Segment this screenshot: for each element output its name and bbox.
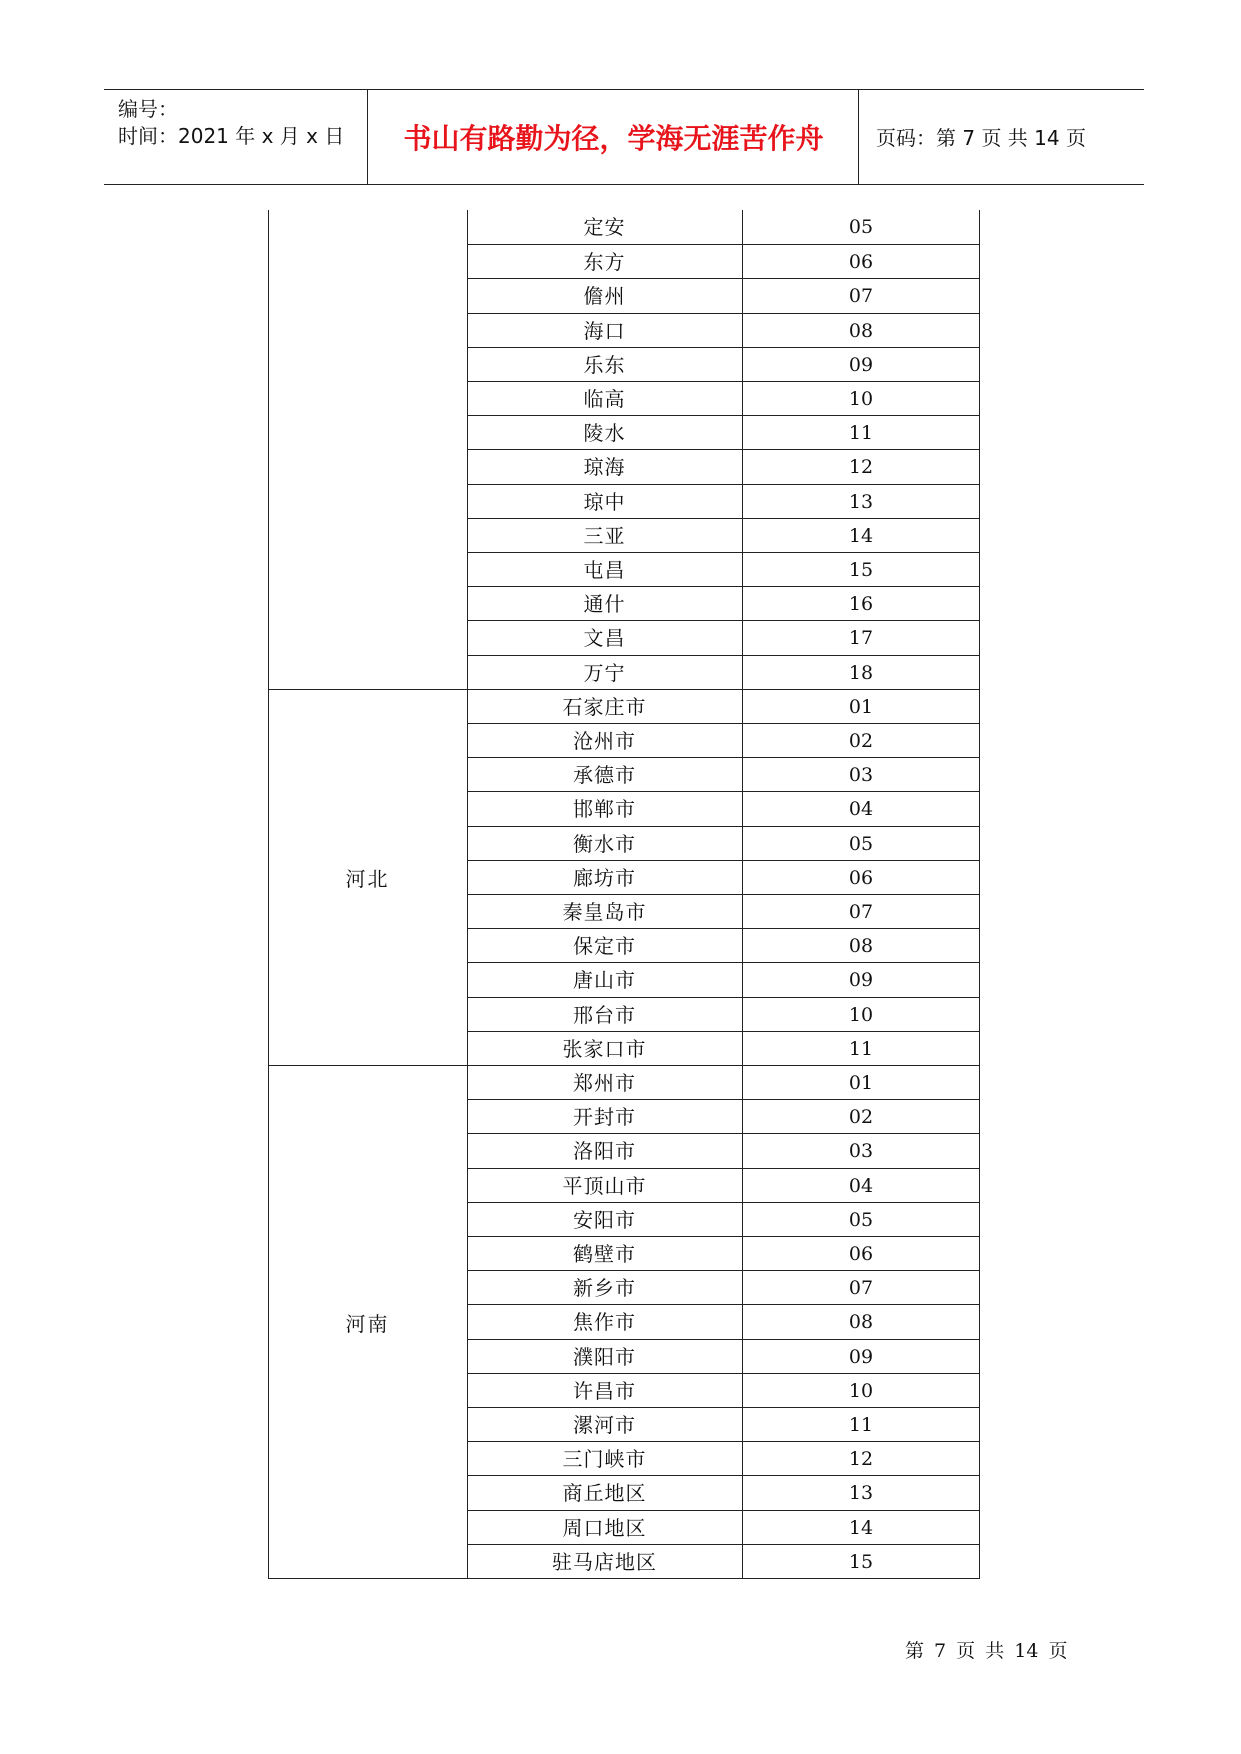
table-row (467, 860, 980, 894)
city-code-cell: 15 (848, 559, 874, 581)
city-name-cell: 许昌市 (573, 1378, 636, 1403)
city-name-cell: 沧州市 (573, 729, 636, 753)
table-row (467, 313, 980, 347)
city-name-cell: 郑州市 (573, 1071, 636, 1095)
table-row (467, 586, 980, 620)
table-row (467, 415, 980, 449)
city-code-cell: 08 (848, 935, 874, 958)
table-row (467, 1270, 980, 1304)
region-code-table (268, 210, 980, 1579)
document-number-label: 编号： (118, 97, 178, 121)
table-row (467, 928, 980, 962)
table-row (467, 210, 980, 244)
city-name-cell: 濮阳市 (573, 1344, 636, 1369)
city-code-cell: 10 (848, 388, 874, 410)
province-name-cell: 河北 (345, 866, 390, 891)
city-code-cell: 09 (848, 353, 874, 376)
header-divider (858, 90, 859, 184)
city-code-cell: 01 (848, 1072, 874, 1094)
city-name-cell: 驻马店地区 (552, 1549, 657, 1574)
city-code-cell: 10 (848, 1379, 874, 1402)
header-divider (367, 90, 368, 184)
city-code-cell: 04 (848, 798, 874, 821)
table-row (467, 962, 980, 996)
table-row (467, 1544, 980, 1578)
city-name-cell: 临高 (583, 387, 626, 411)
table-row (467, 1407, 980, 1441)
city-name-cell: 万宁 (583, 660, 626, 685)
city-name-cell: 衡水市 (573, 831, 636, 856)
province-separator (268, 689, 467, 690)
table-row (467, 1031, 980, 1065)
city-name-cell: 开封市 (573, 1105, 636, 1130)
table-row (467, 655, 980, 689)
city-name-cell: 通什 (583, 592, 626, 617)
city-code-cell: 12 (848, 1448, 874, 1471)
city-code-cell: 15 (848, 1550, 874, 1573)
document-time-label: 时间：2021 年 x 月 x 日 (118, 124, 345, 148)
city-code-cell: 14 (848, 1516, 874, 1539)
city-name-cell: 保定市 (573, 934, 636, 959)
header-page-code: 页码：第 7 页 共 14 页 (876, 126, 1086, 150)
table-row (467, 1510, 980, 1544)
table-row (467, 723, 980, 757)
city-code-cell: 18 (848, 661, 874, 684)
city-code-cell: 10 (848, 1003, 874, 1026)
city-code-cell: 17 (848, 627, 874, 650)
table-row (467, 552, 980, 586)
city-code-cell: 03 (848, 1140, 874, 1163)
table-row (467, 347, 980, 381)
city-code-cell: 13 (848, 1482, 874, 1505)
city-code-cell: 11 (848, 1414, 874, 1436)
city-code-cell: 06 (848, 1243, 874, 1265)
city-name-cell: 三门峡市 (562, 1447, 647, 1472)
city-code-cell: 05 (848, 216, 874, 238)
city-code-cell: 12 (848, 456, 874, 479)
city-name-cell: 三亚 (583, 523, 626, 548)
header-motto: 书山有路勤为径，学海无涯苦作舟 (403, 122, 824, 155)
city-code-cell: 09 (848, 1345, 874, 1368)
city-name-cell: 新乡市 (573, 1276, 636, 1301)
city-name-cell: 邢台市 (573, 1002, 636, 1027)
city-code-cell: 11 (848, 1037, 874, 1060)
page-footer: 第 7 页 共 14 页 (905, 1640, 1068, 1662)
table-row (467, 381, 980, 415)
city-name-cell: 乐东 (583, 352, 626, 377)
city-code-cell: 05 (848, 1208, 874, 1231)
city-name-cell: 邯郸市 (573, 797, 636, 822)
page-header (104, 89, 1144, 185)
table-row (467, 278, 980, 312)
city-code-cell: 09 (848, 969, 874, 992)
city-code-cell: 08 (848, 1311, 874, 1334)
city-name-cell: 廊坊市 (573, 865, 636, 890)
city-name-cell: 海口 (583, 318, 626, 343)
city-name-cell: 东方 (583, 250, 626, 275)
city-name-cell: 承德市 (573, 763, 636, 788)
table-row (467, 1373, 980, 1407)
city-code-cell: 06 (848, 866, 874, 889)
city-code-cell: 03 (848, 764, 874, 787)
table-row (467, 997, 980, 1031)
city-name-cell: 琼中 (583, 489, 626, 514)
city-code-cell: 01 (848, 695, 874, 718)
city-name-cell: 周口地区 (562, 1515, 647, 1540)
table-row (467, 791, 980, 825)
city-code-cell: 07 (848, 1277, 874, 1300)
table-row (467, 1099, 980, 1133)
city-code-cell: 05 (848, 832, 874, 855)
table-row (467, 1475, 980, 1509)
city-code-cell: 14 (848, 524, 874, 547)
city-name-cell: 秦皇岛市 (562, 900, 647, 924)
city-code-cell: 07 (848, 285, 874, 308)
city-name-cell: 石家庄市 (562, 694, 647, 719)
table-row (467, 620, 980, 654)
table-row (467, 689, 980, 723)
table-row (467, 826, 980, 860)
city-code-cell: 11 (848, 422, 874, 445)
table-row (467, 1236, 980, 1270)
table-row (467, 1339, 980, 1373)
table-row (467, 1065, 980, 1099)
table-row (467, 1441, 980, 1475)
table-row (467, 1304, 980, 1338)
province-separator (268, 1065, 467, 1066)
table-row (467, 894, 980, 928)
city-code-cell: 13 (848, 490, 874, 513)
table-border-left (268, 210, 269, 1579)
city-code-cell: 16 (848, 593, 874, 616)
city-code-cell: 07 (848, 901, 874, 923)
city-code-cell: 08 (848, 319, 874, 342)
city-name-cell: 平顶山市 (562, 1173, 647, 1198)
table-row (467, 484, 980, 518)
city-name-cell: 屯昌 (583, 558, 626, 582)
city-name-cell: 文昌 (583, 626, 626, 651)
city-name-cell: 商丘地区 (562, 1481, 647, 1506)
city-name-cell: 焦作市 (573, 1310, 636, 1335)
city-name-cell: 琼海 (583, 455, 626, 480)
city-code-cell: 02 (848, 1106, 874, 1129)
table-row (467, 244, 980, 278)
province-name-cell: 河南 (345, 1311, 390, 1336)
city-name-cell: 儋州 (583, 284, 626, 309)
city-name-cell: 定安 (583, 215, 626, 239)
city-name-cell: 陵水 (583, 421, 626, 446)
table-row (467, 757, 980, 791)
city-code-cell: 02 (848, 730, 874, 752)
city-name-cell: 张家口市 (562, 1036, 647, 1061)
table-row (467, 1202, 980, 1236)
city-name-cell: 唐山市 (573, 968, 636, 993)
table-row (467, 1133, 980, 1167)
table-row (467, 1168, 980, 1202)
city-code-cell: 06 (848, 251, 874, 274)
city-name-cell: 鹤壁市 (573, 1242, 636, 1266)
city-name-cell: 漯河市 (573, 1413, 636, 1437)
city-code-cell: 04 (848, 1174, 874, 1197)
table-row (467, 449, 980, 483)
city-name-cell: 洛阳市 (573, 1139, 636, 1164)
city-name-cell: 安阳市 (573, 1207, 636, 1232)
table-row (467, 518, 980, 552)
